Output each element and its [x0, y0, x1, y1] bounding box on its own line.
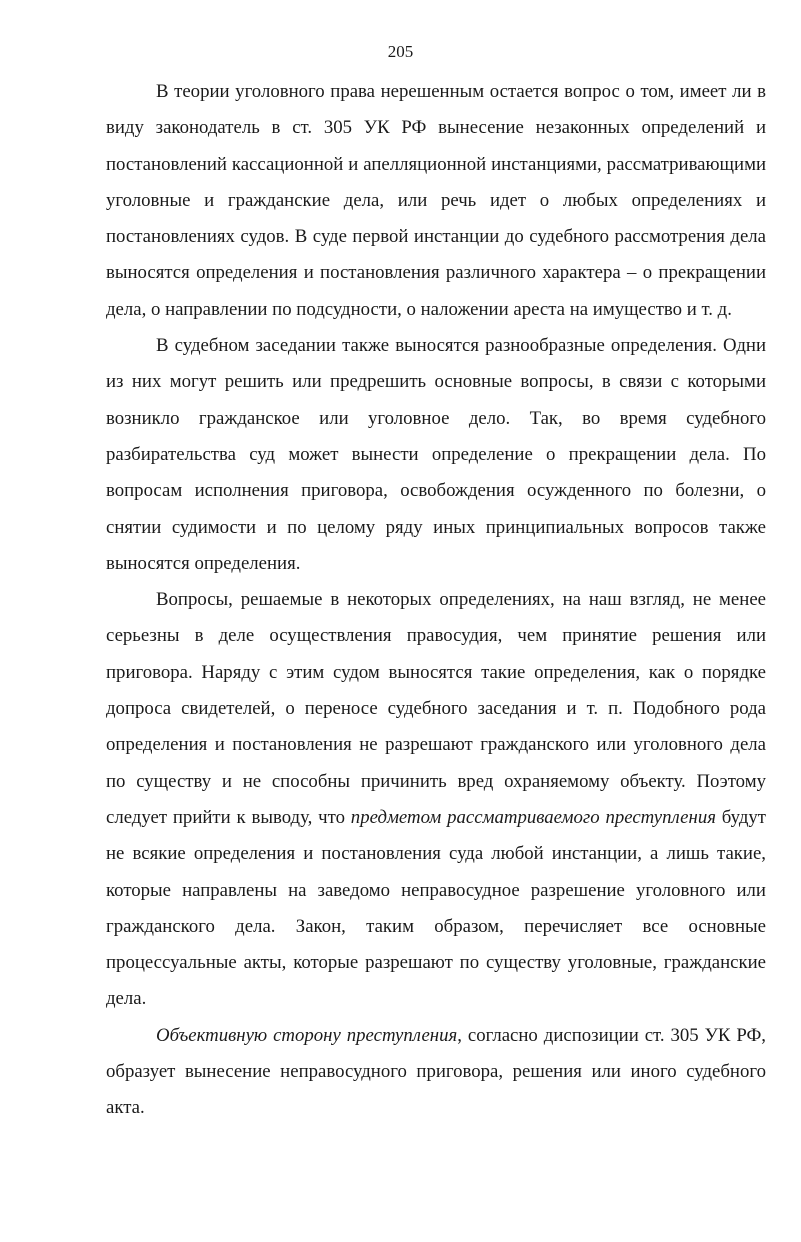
- paragraph-3-emphasis: предметом рассматриваемого преступления: [350, 806, 716, 828]
- paragraph-2: В судебном заседании также выносятся разнообразные определения. Одни из них могут решить или предрешить основные вопросы, в связи с которыми возникло гражданское или уголовное дело. Так, во время судебного разбирательства суд может вынести определение о прекращении дела. По вопросам исполнения приговора, освобождения осужденного по болезни, о снятии судимости и по целому ряду иных принципиальных вопросов также выносятся определения.: [106, 335, 766, 574]
- paragraph-4-emphasis: Объективную сторону преступления: [156, 1024, 458, 1046]
- paragraph-3: [106, 582, 766, 1018]
- paragraph-4: [106, 1018, 766, 1127]
- page-number: 205: [387, 42, 414, 61]
- paragraph-1: В теории уголовного права нерешенным остается вопрос о том, имеет ли в виду законодатель в ст. 305 УК РФ вынесение незаконных определений и постановлений кассационной и апелляционной инстанциями, рассматривающими уголовные и гражданские дела, или речь идет о любых определениях и постановлениях судов. В суде первой инстанции до судебного рассмотрения дела выносятся определения и постановления различного характера – о прекращении дела, о направлении по подсудности, о наложении ареста на имущество и т. д.: [106, 81, 766, 320]
- paragraph-4-text-after: , согласно диспозиции ст. 305 УК РФ, образует вынесение неправосудного приговора, решения или иного судебного акта.: [106, 1024, 766, 1119]
- document-body: [106, 74, 766, 1127]
- paragraph-3-text-before: Вопросы, решаемые в некоторых определениях, на наш взгляд, не менее серьезны в деле осуществления правосудия, чем принятие решения или приговора. Наряду с этим судом выносятся такие определения, как о порядке допроса свидетелей, о переносе судебного заседания и т. п. Подобного рода определения и постановления не разрешают гражданского или уголовного дела по существу и не способны причинить вред охраняемому объекту. Поэтому следует прийти к выводу, что: [106, 589, 766, 828]
- paragraph-3-text-after: будут не всякие определения и постановления суда любой инстанции, а лишь такие, которые направлены на заведомо неправосудное разрешение уголовного или гражданского дела. Закон, таким образом, перечисляет все основные процессуальные акты, которые разрешают по существу уголовные, гражданские дела.: [106, 806, 766, 1010]
